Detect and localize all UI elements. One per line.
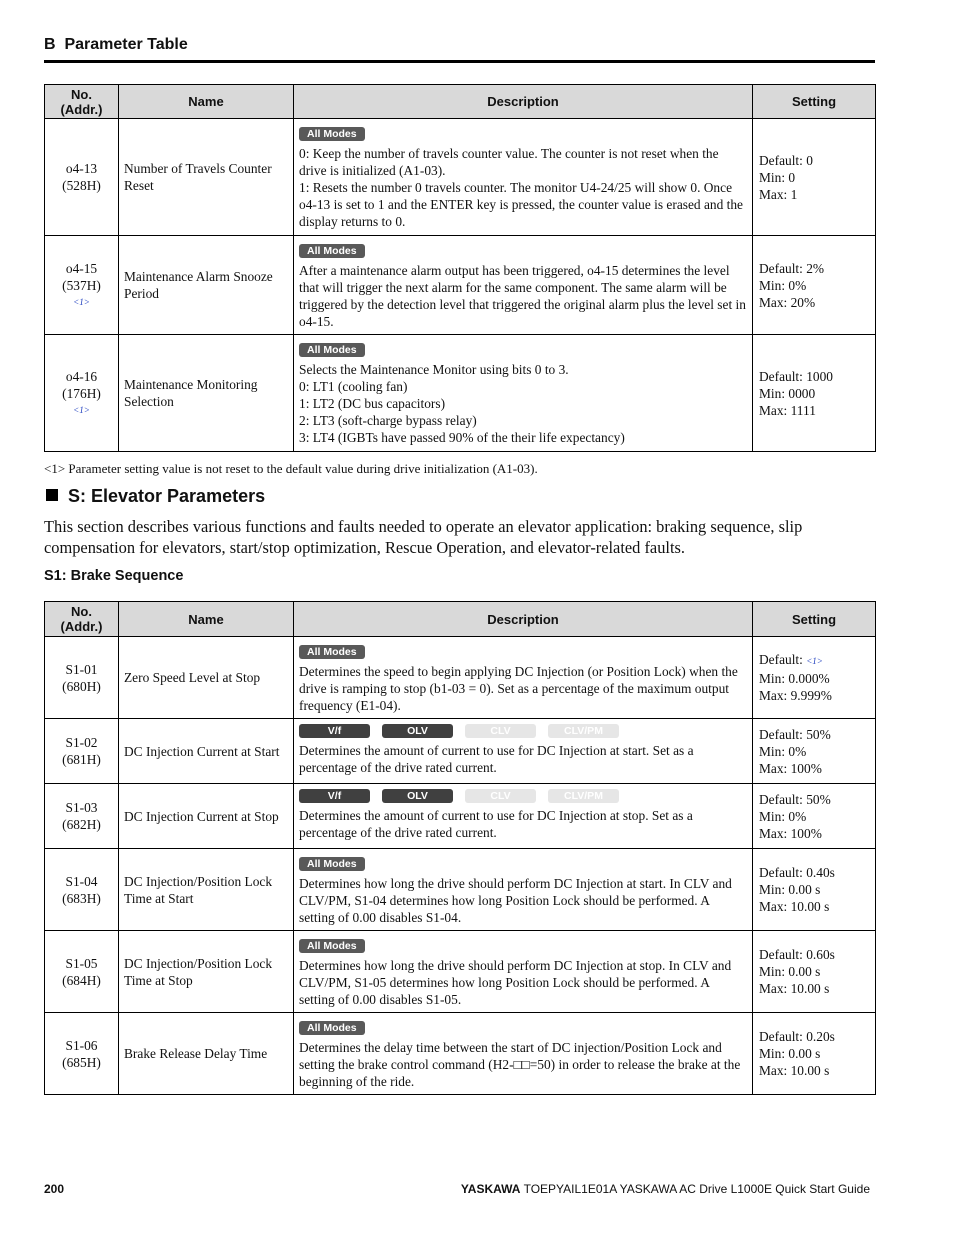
param-address: (684H) [62,972,101,988]
param-number: o4-13 [65,161,98,176]
param-address: (683H) [62,890,101,906]
mode-clvpm-badge: CLV/PM [548,724,619,738]
mode-olv-badge: OLV [382,789,453,803]
param-number: S1-01 [65,661,98,677]
all-modes-badge: All Modes [299,645,365,659]
all-modes-badge: All Modes [299,343,365,357]
param-number: o4-15 [65,260,98,276]
param-description-cell [294,1013,753,1095]
param-setting [753,637,876,719]
footnote-ref[interactable]: <1> [73,404,90,415]
param-description: Determines the speed to begin applying DC Injection (or Position Lock) when the drive is ramping to stop (b1-03 = 0). Set as a percentage of the maximum output frequency (E1-04). [299,664,738,713]
param-number-cell [45,719,119,784]
param-description: Determines the amount of current to use for DC Injection at start. Set as a percentage of the drive rated current. [299,743,694,775]
param-setting: Default: 1000 Min: 0000 Max: 1111 [753,335,876,452]
table-row [45,931,876,1013]
footnote-ref[interactable]: <1> [73,296,90,307]
param-description: Determines the delay time between the start of DC injection/Position Lock and setting the brake control command (H2-□□=50) in order to release the brake at the beginning of the ride. [299,1040,741,1089]
section-title [46,486,265,507]
param-description-cell [294,335,753,452]
footnote: <1> Parameter setting value is not reset to the default value during drive initialization (A1-03). [44,461,538,476]
subsection-title: S1: Brake Sequence [44,568,184,584]
table-row [45,719,876,784]
param-description: Determines the amount of current to use for DC Injection at stop. Set as a percentage of the drive rated current. [299,808,693,840]
mode-clv-badge: CLV [465,789,536,803]
page-header-title: B Parameter Table [44,36,188,53]
column-header-description: Description [294,602,753,637]
param-number: S1-02 [65,735,98,750]
param-setting: Default: 0.60s Min: 0.00 s Max: 10.00 s [753,931,876,1013]
param-number: S1-06 [65,1037,98,1053]
param-description-cell [294,784,753,849]
param-number-cell [45,637,119,719]
mode-olv-badge: OLV [382,724,453,738]
footnote-ref[interactable]: <1> [806,656,823,666]
section-title-text: S: Elevator Parameters [68,486,266,506]
column-header-name: Name [119,602,294,637]
table-row [45,637,876,719]
page-header [44,36,875,54]
setting-default: Default: [759,652,807,667]
param-number: S1-05 [65,955,98,971]
param-setting: Default: 2% Min: 0% Max: 20% [753,236,876,335]
all-modes-badge: All Modes [299,1021,365,1035]
column-header-no: No. (Addr.) [45,602,119,637]
all-modes-badge: All Modes [299,127,365,141]
param-description: After a maintenance alarm output has been triggered, o4-15 determines the level that will trigger the next alarm for the same component. The same alarm will be triggered by the detection level that triggered the original alarm plus the level set in o4-15. [299,263,746,329]
column-header-setting: Setting [753,602,876,637]
param-address: (176H) [62,385,101,401]
control-mode-badges [299,789,748,803]
param-address: (685H) [62,1054,101,1070]
column-header-name: Name [119,85,294,119]
param-number: o4-16 [65,368,98,384]
param-number: S1-03 [65,800,98,815]
table-row [45,119,876,236]
param-description-cell [294,931,753,1013]
param-name: DC Injection Current at Start [119,719,294,784]
param-setting: Default: 0.40s Min: 0.00 s Max: 10.00 s [753,849,876,931]
setting-range: Min: 0.000% Max: 9.999% [759,671,832,703]
param-setting: Default: 0.20s Min: 0.00 s Max: 10.00 s [753,1013,876,1095]
param-address: (680H) [62,678,101,694]
parameter-table-s1 [44,601,876,1095]
param-description-cell [294,236,753,335]
table-row [45,1013,876,1095]
param-setting: Default: 50% Min: 0% Max: 100% [753,784,876,849]
mode-clv-badge: CLV [465,724,536,738]
column-header-setting: Setting [753,85,876,119]
mode-clvpm-badge: CLV/PM [548,789,619,803]
section-intro: This section describes various functions and faults needed to operate an elevator application: braking sequence, slip compensation for elevators, start/stop optimization, Rescue Operation, and elevator-related faults. [44,517,803,557]
param-number-cell [45,1013,119,1095]
param-number-cell [45,931,119,1013]
param-name: DC Injection/Position Lock Time at Stop [119,931,294,1013]
table-row [45,335,876,452]
table-row [45,784,876,849]
param-description: Determines how long the drive should perform DC Injection at start. In CLV and CLV/PM, S1-04 determines how long Position Lock should be performed. A setting of 0.00 disables S1-04. [299,876,732,925]
param-description: Selects the Maintenance Monitor using bits 0 to 3. 0: LT1 (cooling fan) 1: LT2 (DC bus capacitors) 2: LT3 (soft-charge bypass relay) 3: LT4 (IGBTs have passed 90% of the their life expectancy) [299,362,625,445]
all-modes-badge: All Modes [299,939,365,953]
column-header-no: No. (Addr.) [45,85,119,119]
header-rule [44,60,875,63]
param-address: (537H) [62,277,101,293]
parameter-table-o4 [44,84,876,452]
mode-vf-badge: V/f [299,724,370,738]
param-name: Zero Speed Level at Stop [119,637,294,719]
param-description-cell [294,849,753,931]
table-row [45,849,876,931]
mode-vf-badge: V/f [299,789,370,803]
param-number-cell [45,119,119,236]
param-number-cell [45,849,119,931]
param-name: Brake Release Delay Time [119,1013,294,1095]
param-setting: Default: 0 Min: 0 Max: 1 [753,119,876,236]
all-modes-badge: All Modes [299,857,365,871]
param-number-cell [45,236,119,335]
param-name: DC Injection/Position Lock Time at Start [119,849,294,931]
param-setting: Default: 50% Min: 0% Max: 100% [753,719,876,784]
footer-doc-title: TOEPYAIL1E01A YASKAWA AC Drive L1000E Quick Start Guide [523,1182,870,1196]
param-description-cell [294,637,753,719]
param-name: Number of Travels Counter Reset [119,119,294,236]
table-row [45,236,876,335]
footer-brand: YASKAWA [460,1182,521,1196]
all-modes-badge: All Modes [299,244,365,258]
param-description-cell [294,719,753,784]
param-name: DC Injection Current at Stop [119,784,294,849]
param-address: (528H) [62,178,101,193]
page-footer [461,1182,870,1196]
param-description-cell [294,119,753,236]
column-header-description: Description [294,85,753,119]
param-address: (682H) [62,817,101,832]
section-bullet-icon [46,489,58,501]
page-number: 200 [44,1182,65,1196]
param-name: Maintenance Alarm Snooze Period [119,236,294,335]
param-number-cell [45,335,119,452]
param-description: 0: Keep the number of travels counter value. The counter is not reset when the drive is initialized (A1-03). 1: Resets the number 0 travels counter. The monitor U4-24/25 will show 0. Once o4-13 is set to 1 and the ENTER key is pressed, the counter value is erased and the display returns to 0. [299,146,744,229]
param-description: Determines how long the drive should perform DC Injection at stop. In CLV and CLV/PM, S1-05 determines how long Position Lock should be performed. A setting of 0.00 disables S1-05. [299,958,732,1007]
param-address: (681H) [62,752,101,767]
control-mode-badges [299,724,748,738]
param-name: Maintenance Monitoring Selection [119,335,294,452]
param-number: S1-04 [65,873,98,889]
param-number-cell [45,784,119,849]
